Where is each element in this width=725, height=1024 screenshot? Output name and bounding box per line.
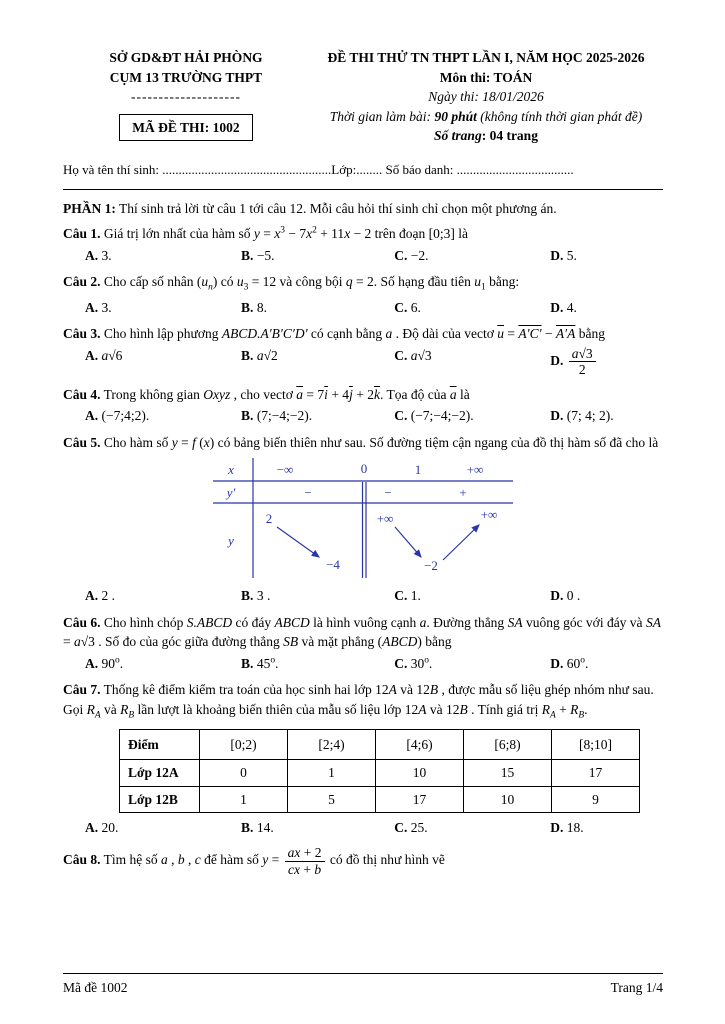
option-c xyxy=(394,818,550,838)
question-text xyxy=(63,433,663,453)
pages-line: Số trang: 04 trang xyxy=(434,128,538,144)
question-2 xyxy=(63,268,663,320)
option-text: 4. xyxy=(566,299,577,315)
table-cell: 1 xyxy=(200,786,288,813)
question-4 xyxy=(63,381,663,429)
option-b xyxy=(241,346,394,378)
option-b xyxy=(241,298,394,318)
question-body: Cho hình lập phương ABCD.A′B′C′D′ có cạnh bằng a . Độ dài của vectơ $\overline{u} = A'C' - A'A$ bằng xyxy=(103,326,605,342)
option-key: B. xyxy=(241,247,254,263)
option-text: 8. xyxy=(256,299,267,315)
divider-dashes: -------------------- xyxy=(131,89,241,105)
bbt-x-one: 1 xyxy=(414,461,422,477)
option-key: C. xyxy=(394,588,408,604)
option-d xyxy=(550,818,663,838)
question-body: Thống kê điểm kiểm tra toán của học sinh hai lớp 12A và 12B , được mẫu số liệu ghép nhóm như sau. Gọi $R_A$ và $R_B$ lần lượt là khoảng biến thiên của mẫu số liệu lớp 12A và 12B . Tính giá trị $R_A + R_B$. xyxy=(63,682,654,721)
table-cell: 5 xyxy=(288,786,376,813)
blank-space xyxy=(63,879,663,973)
option-key: D. xyxy=(550,655,564,671)
option-key: B. xyxy=(241,588,254,604)
question-label: Câu 2. xyxy=(63,274,101,290)
option-key: C. xyxy=(394,347,408,363)
option-key: A. xyxy=(85,247,99,263)
option-c xyxy=(394,586,550,606)
option-b xyxy=(241,246,394,266)
option-text: a√6 xyxy=(101,347,123,363)
bbt-y-min1: −4 xyxy=(326,556,340,572)
score-table-header-row xyxy=(120,730,640,760)
header-separator xyxy=(63,189,663,190)
table-cell: [6;8) xyxy=(464,730,552,760)
question-options xyxy=(63,246,663,266)
duration-line: Thời gian làm bài: 90 phút (không tính thời gian phát đề) xyxy=(329,108,643,124)
option-key: C. xyxy=(394,408,408,424)
question-8 xyxy=(63,841,663,879)
variation-table xyxy=(213,457,513,579)
bbt-y-label: y xyxy=(228,532,234,548)
option-text: 2 . xyxy=(101,588,115,604)
option-key: D. xyxy=(550,247,564,263)
question-1 xyxy=(63,220,663,268)
table-cell: 0 xyxy=(200,760,288,787)
table-cell: Lớp 12A xyxy=(120,760,200,787)
option-key: C. xyxy=(394,299,408,315)
footer xyxy=(63,973,663,998)
option-key: C. xyxy=(394,820,408,836)
option-c xyxy=(394,406,550,426)
option-a xyxy=(85,586,241,606)
bbt-x-label: x xyxy=(228,461,234,477)
option-c xyxy=(394,298,550,318)
bbt-y-posinf2: +∞ xyxy=(480,506,498,522)
exam-title: ĐỀ THI THỬ TN THPT LẦN I, NĂM HỌC 2025-2026 xyxy=(327,50,645,65)
option-text: 0 . xyxy=(566,588,581,604)
option-d xyxy=(550,298,663,318)
option-key: C. xyxy=(394,655,408,671)
option-d xyxy=(550,246,663,266)
option-text: 3 . xyxy=(256,588,271,604)
option-key: D. xyxy=(550,588,564,604)
score-table-row-12a xyxy=(120,760,640,787)
department-name: SỞ GD&ĐT HẢI PHÒNG xyxy=(109,50,263,65)
option-key: D. xyxy=(550,820,564,836)
question-options xyxy=(63,586,663,606)
option-text: 1. xyxy=(410,588,421,604)
bbt-x-posinf: +∞ xyxy=(466,461,484,477)
option-b xyxy=(241,818,394,838)
option-key: D. xyxy=(550,299,564,315)
table-cell: 1 xyxy=(288,760,376,787)
header xyxy=(63,48,663,146)
option-b xyxy=(241,406,394,426)
question-6 xyxy=(63,609,663,677)
option-text: 45$^o$. xyxy=(256,655,279,671)
bbt-sign-1: − xyxy=(304,484,312,500)
table-cell: 15 xyxy=(464,760,552,787)
option-text: 14. xyxy=(256,820,274,836)
table-cell: Lớp 12B xyxy=(120,786,200,813)
score-table-row-12b xyxy=(120,786,640,813)
option-key: A. xyxy=(85,588,99,604)
option-key: B. xyxy=(241,820,254,836)
option-key: A. xyxy=(85,655,99,671)
option-c xyxy=(394,346,550,378)
option-text: 3. xyxy=(101,299,112,315)
option-text: 20. xyxy=(101,820,119,836)
question-options xyxy=(63,654,663,674)
score-table xyxy=(119,729,640,813)
option-text: −5. xyxy=(256,247,275,263)
question-label: Câu 1. xyxy=(63,226,101,242)
section-label: PHẦN 1: xyxy=(63,200,116,216)
question-text xyxy=(63,680,663,723)
bbt-y-posinf1: +∞ xyxy=(376,510,394,526)
option-a xyxy=(85,654,241,674)
variation-table-arrows xyxy=(277,525,479,560)
option-text: 60$^o$. xyxy=(566,655,589,671)
question-options xyxy=(63,346,663,378)
option-key: B. xyxy=(241,408,254,424)
option-text: 6. xyxy=(410,299,421,315)
question-options xyxy=(63,298,663,318)
option-text: 3. xyxy=(101,247,112,263)
question-text xyxy=(63,224,663,244)
option-text: 30$^o$. xyxy=(410,655,433,671)
question-label: Câu 6. xyxy=(63,614,101,630)
option-key: A. xyxy=(85,299,99,315)
option-text: (7;−4;−2). xyxy=(256,408,313,424)
option-a xyxy=(85,406,241,426)
option-text: 18. xyxy=(566,820,584,836)
question-body: Tìm hệ số a , b , c để hàm số y = $\frac{ax + 2}{cx + b}$ có đồ thị như hình vẽ xyxy=(103,845,445,877)
option-key: A. xyxy=(85,820,99,836)
question-text xyxy=(63,324,663,344)
question-text xyxy=(63,272,663,295)
option-b xyxy=(241,654,394,674)
bbt-yprime-label: y′ xyxy=(226,484,236,500)
option-key: A. xyxy=(85,408,99,424)
option-text: 5. xyxy=(566,247,577,263)
table-cell: 17 xyxy=(376,786,464,813)
variation-table-labels xyxy=(225,461,498,573)
table-cell: 10 xyxy=(376,760,464,787)
question-label: Câu 8. xyxy=(63,852,101,868)
question-label: Câu 4. xyxy=(63,386,101,402)
option-d xyxy=(550,346,663,378)
header-left xyxy=(63,48,309,141)
variation-table-wrap xyxy=(63,457,663,585)
question-label: Câu 3. xyxy=(63,326,101,342)
option-d xyxy=(550,586,663,606)
question-body: Giá trị lớn nhất của hàm số $y = x^3 - 7x^2 + 11x - 2$ trên đoạn [0;3] là xyxy=(103,225,469,242)
question-text xyxy=(63,845,663,877)
exam-code-box: MÃ ĐỀ THI: 1002 xyxy=(119,114,252,142)
option-text: (7; 4; 2). xyxy=(566,408,614,424)
table-cell: [4;6) xyxy=(376,730,464,760)
table-cell: 10 xyxy=(464,786,552,813)
bbt-sign-2: − xyxy=(384,484,392,500)
table-cell: [0;2) xyxy=(200,730,288,760)
option-text: (−7;4;2). xyxy=(101,408,150,424)
question-label: Câu 7. xyxy=(63,682,101,698)
option-key: D. xyxy=(550,352,564,368)
question-text xyxy=(63,385,663,405)
question-body: Trong không gian Oxyz , cho vectơ $\overline{a} = 7\overline{i} + 4\overline{j} + 2\overline{k}$. Tọa độ của $\overline{a}$ là xyxy=(103,386,470,402)
bbt-y-min2: −2 xyxy=(424,557,438,573)
question-options xyxy=(63,818,663,838)
option-text: 90$^o$. xyxy=(101,655,124,671)
option-text: −2. xyxy=(410,247,429,263)
question-3 xyxy=(63,320,663,381)
option-text: 25. xyxy=(410,820,428,836)
question-body: Cho cấp số nhân $(u_n)$ có $u_3 = 12$ và công bội q = 2. Số hạng đầu tiên $u_1$ bằng: xyxy=(103,274,520,294)
option-key: B. xyxy=(241,347,254,363)
option-key: B. xyxy=(241,299,254,315)
option-a xyxy=(85,298,241,318)
option-c xyxy=(394,246,550,266)
bbt-x-zero: 0 xyxy=(360,460,368,476)
header-right xyxy=(309,48,663,146)
table-cell: Điểm xyxy=(120,730,200,760)
bbt-x-neginf: −∞ xyxy=(276,461,294,477)
table-cell: 17 xyxy=(552,760,640,787)
bbt-sign-3: + xyxy=(459,484,467,500)
question-5 xyxy=(63,429,663,609)
table-cell: [8;10] xyxy=(552,730,640,760)
question-body: Cho hình chóp S.ABCD có đáy ABCD là hình vuông cạnh a. Đường thẳng SA vuông góc với đáy và SA = a√3 . Số đo của góc giữa đường thẳng SB và mặt phẳng (ABCD) bằng xyxy=(63,614,661,650)
table-cell: [2;4) xyxy=(288,730,376,760)
option-key: D. xyxy=(550,408,564,424)
bbt-y-start: 2 xyxy=(265,510,273,526)
question-text xyxy=(63,613,663,652)
table-cell: 9 xyxy=(552,786,640,813)
date-line: Ngày thi: 18/01/2026 xyxy=(428,89,544,105)
option-d xyxy=(550,654,663,674)
option-a xyxy=(85,346,241,378)
option-a xyxy=(85,246,241,266)
footer-exam-code: Mã đề 1002 xyxy=(63,980,128,996)
section-heading xyxy=(63,199,663,219)
section-text: Thí sinh trả lời từ câu 1 tới câu 12. Mỗi câu hỏi thí sinh chỉ chọn một phương án. xyxy=(119,200,557,216)
question-options xyxy=(63,406,663,426)
question-body: Cho hàm số y = f (x) có bảng biến thiên như sau. Số đường tiệm cận ngang của đồ thị hàm số đã cho là xyxy=(103,435,659,451)
option-key: C. xyxy=(394,247,408,263)
question-7 xyxy=(63,676,663,841)
option-a xyxy=(85,818,241,838)
question-label: Câu 5. xyxy=(63,435,101,451)
option-text: a√3 xyxy=(410,347,432,363)
option-b xyxy=(241,586,394,606)
option-text: (−7;−4;−2). xyxy=(410,408,474,424)
option-text: $\frac{a√3}{2}$ xyxy=(567,353,598,368)
option-key: B. xyxy=(241,655,254,671)
student-info-line: Họ và tên thí sinh: ....................................................Lớp:........ Số báo danh: .................................... xyxy=(63,161,574,177)
option-d xyxy=(550,406,663,426)
subject-line: Môn thi: TOÁN xyxy=(439,69,533,85)
option-text: a√2 xyxy=(256,347,278,363)
option-c xyxy=(394,654,550,674)
option-key: A. xyxy=(85,347,99,363)
footer-page-number: Trang 1/4 xyxy=(610,980,663,996)
school-cluster: CỤM 13 TRƯỜNG THPT xyxy=(109,69,263,85)
